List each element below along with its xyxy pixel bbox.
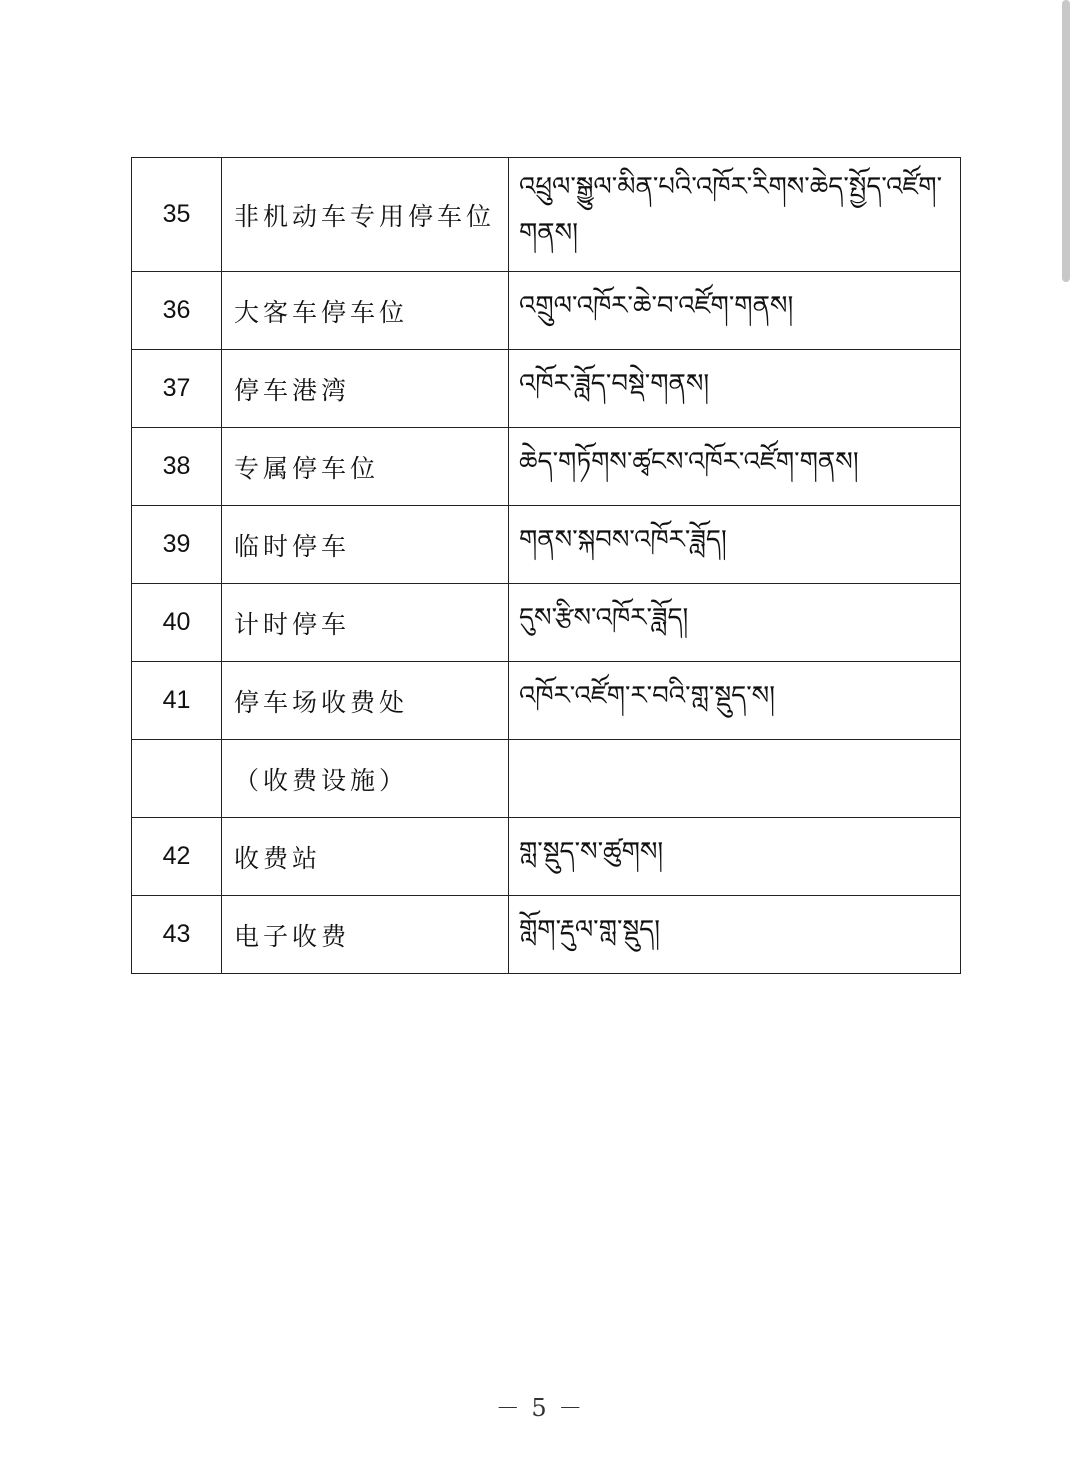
- chinese-term: 大客车停车位: [222, 272, 509, 350]
- tibetan-term-text: དུས་རྩིས་འཁོར་ཟློད།: [519, 602, 689, 633]
- row-number: 38: [132, 428, 222, 506]
- row-number: 41: [132, 662, 222, 740]
- chinese-term: 计时停车: [222, 584, 509, 662]
- vertical-scrollbar[interactable]: [1060, 0, 1072, 290]
- table-row: [132, 818, 961, 896]
- table-row: [132, 506, 961, 584]
- table-row: [132, 350, 961, 428]
- row-number: 40: [132, 584, 222, 662]
- tibetan-term: [509, 350, 961, 428]
- chinese-term: 停车港湾: [222, 350, 509, 428]
- row-number: [132, 740, 222, 818]
- table-row: [132, 428, 961, 506]
- row-number: 42: [132, 818, 222, 896]
- row-number: 39: [132, 506, 222, 584]
- tibetan-term: [509, 584, 961, 662]
- row-number: 43: [132, 896, 222, 974]
- tibetan-term-text: གླ་སྡུད་ས་ཚུགས།: [519, 836, 664, 867]
- scrollbar-thumb[interactable]: [1062, 0, 1070, 282]
- page-number: － 5 －: [495, 1394, 585, 1422]
- table-row: [132, 662, 961, 740]
- row-number: 36: [132, 272, 222, 350]
- category-row: [132, 740, 961, 818]
- tibetan-term-text: འཁོར་འཛོག་ར་བའི་གླ་སྡུད་ས།: [519, 680, 775, 711]
- tibetan-term-text: འཁོར་ཟློད་བསྡེ་གནས།: [519, 368, 710, 399]
- chinese-term: 停车场收费处: [222, 662, 509, 740]
- tibetan-term-text: ཆེད་གཏོགས་ཚྭངས་འཁོར་འཛོག་གནས།: [519, 446, 859, 477]
- chinese-term: 电子收费: [222, 896, 509, 974]
- tibetan-term: [509, 272, 961, 350]
- chinese-term: 专属停车位: [222, 428, 509, 506]
- tibetan-term: [509, 662, 961, 740]
- table-row: [132, 584, 961, 662]
- tibetan-term: [509, 158, 961, 272]
- category-heading: （收费设施）: [222, 740, 509, 818]
- tibetan-term-text: འགྲུལ་འཁོར་ཆེ་བ་འཛོག་གནས།: [519, 290, 794, 321]
- tibetan-term-text: གནས་སྐབས་འཁོར་ཟློད།: [519, 524, 727, 555]
- tibetan-term-text: གློག་རྡུལ་གླ་སྡུད།: [519, 914, 660, 945]
- row-number: 37: [132, 350, 222, 428]
- row-number: 35: [132, 158, 222, 272]
- tibetan-term: [509, 428, 961, 506]
- table-row: [132, 896, 961, 974]
- tibetan-term: [509, 896, 961, 974]
- table-row: [132, 158, 961, 272]
- tibetan-term: [509, 818, 961, 896]
- chinese-term: 收费站: [222, 818, 509, 896]
- chinese-term: 临时停车: [222, 506, 509, 584]
- tibetan-term: [509, 506, 961, 584]
- terminology-table: [131, 157, 961, 974]
- table-row: [132, 272, 961, 350]
- chinese-term: 非机动车专用停车位: [222, 158, 509, 272]
- tibetan-term-text: འཕྲུལ་སྒྱུལ་མིན་པའི་འཁོར་རིགས་ཆེད་སྤྱོད་འཛོག་གནས།: [519, 171, 943, 248]
- tibetan-term: [509, 740, 961, 818]
